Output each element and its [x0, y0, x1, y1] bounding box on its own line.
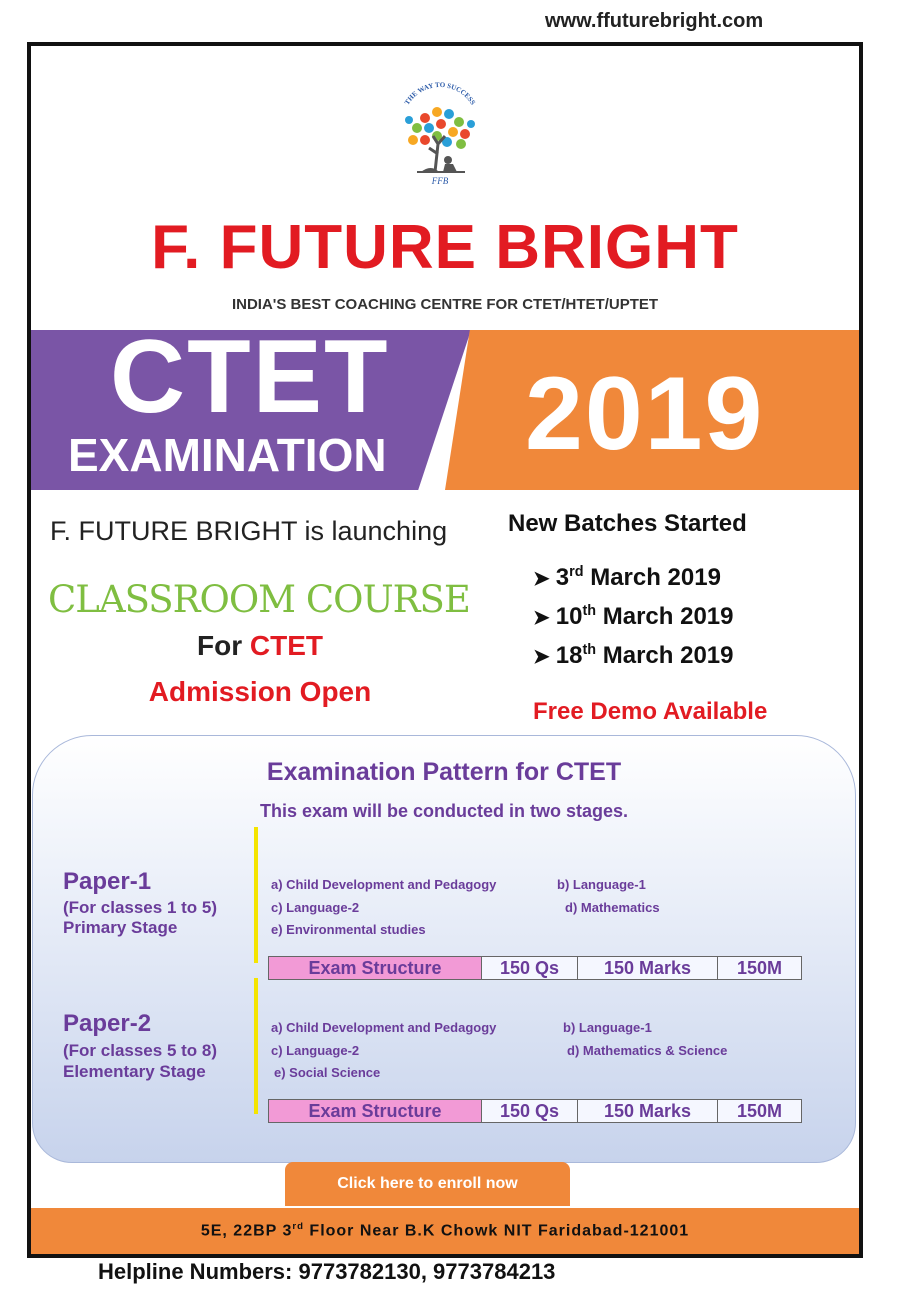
banner-examination: EXAMINATION: [68, 429, 387, 481]
marks-total: 150 Marks: [578, 957, 718, 979]
free-demo-text: Free Demo Available: [533, 698, 768, 725]
subject-item: d) Mathematics: [565, 900, 660, 915]
divider-line: [254, 978, 258, 1114]
subject-item: a) Child Development and Pedagogy: [271, 877, 497, 892]
brand-subtitle: INDIA'S BEST COACHING CENTRE FOR CTET/HTET/UPTET: [231, 296, 659, 313]
paper-2-name: Paper-2: [63, 1010, 152, 1037]
new-batches-title: New Batches Started: [508, 510, 747, 537]
batch-date: ➤ 10th March 2019: [533, 603, 734, 630]
paper-1-stage: Primary Stage: [63, 918, 178, 937]
website-url[interactable]: www.ffuturebright.com: [545, 10, 764, 32]
question-count: 150 Qs: [482, 957, 578, 979]
banner-ctet: CTET: [110, 319, 390, 435]
arrow-bullet-icon: ➤: [533, 568, 550, 590]
subject-item: c) Language-2: [271, 1043, 360, 1058]
subject-item: a) Child Development and Pedagogy: [271, 1020, 497, 1035]
svg-text:THE WAY TO SUCCESS: [403, 81, 477, 107]
logo-initials: FFB: [431, 176, 449, 186]
paper-1-name: Paper-1: [63, 868, 152, 895]
arrow-bullet-icon: ➤: [533, 607, 550, 629]
subject-item: c) Language-2: [271, 900, 360, 915]
subject-item: e) Social Science: [274, 1065, 381, 1080]
divider-line: [254, 827, 258, 963]
for-label: For: [197, 630, 243, 661]
address-text: 5E, 22BP 3rd Floor Near B.K Chowk NIT Faridabad-121001: [200, 1221, 690, 1240]
launching-text: F. FUTURE BRIGHT is launching: [50, 516, 448, 546]
exam-structure-label: Exam Structure: [269, 957, 482, 979]
batch-date: ➤ 3rd March 2019: [533, 564, 721, 591]
paper-2-classes: (For classes 5 to 8): [63, 1041, 218, 1060]
admission-open: Admission Open: [148, 676, 372, 707]
helpline-numbers: Helpline Numbers: 9773782130, 9773784213: [98, 1259, 556, 1284]
exam-structure-label: Exam Structure: [269, 1100, 482, 1122]
exam-pattern-title: Examination Pattern for CTET: [266, 758, 622, 786]
ctet-label: CTET: [249, 630, 323, 661]
exam-structure-row: [268, 956, 802, 980]
brand-title: F. FUTURE BRIGHT: [151, 213, 739, 282]
subject-item: b) Language-1: [557, 877, 646, 892]
tree-reading-logo-icon: [385, 80, 495, 190]
enroll-button[interactable]: Click here to enroll now: [285, 1162, 570, 1206]
paper-2-stage: Elementary Stage: [63, 1062, 206, 1081]
marks-total: 150 Marks: [578, 1100, 718, 1122]
paper-1-classes: (For classes 1 to 5): [63, 898, 218, 917]
batch-date: ➤ 18th March 2019: [533, 642, 734, 669]
max-marks: 150M: [718, 957, 801, 979]
arrow-bullet-icon: ➤: [533, 646, 550, 668]
exam-pattern-subtitle: This exam will be conducted in two stages.: [259, 801, 629, 821]
for-ctet-line: [0, 630, 520, 662]
classroom-course-heading: CLASSROOM COURSE: [48, 578, 470, 621]
subject-item: b) Language-1: [563, 1020, 652, 1035]
subject-item: d) Mathematics & Science: [567, 1043, 728, 1058]
question-count: 150 Qs: [482, 1100, 578, 1122]
exam-structure-row: [268, 1099, 802, 1123]
subject-item: e) Environmental studies: [271, 922, 426, 937]
max-marks: 150M: [718, 1100, 801, 1122]
logo-arc-text: THE WAY TO SUCCESS: [403, 80, 477, 107]
banner-year: 2019: [525, 356, 765, 472]
